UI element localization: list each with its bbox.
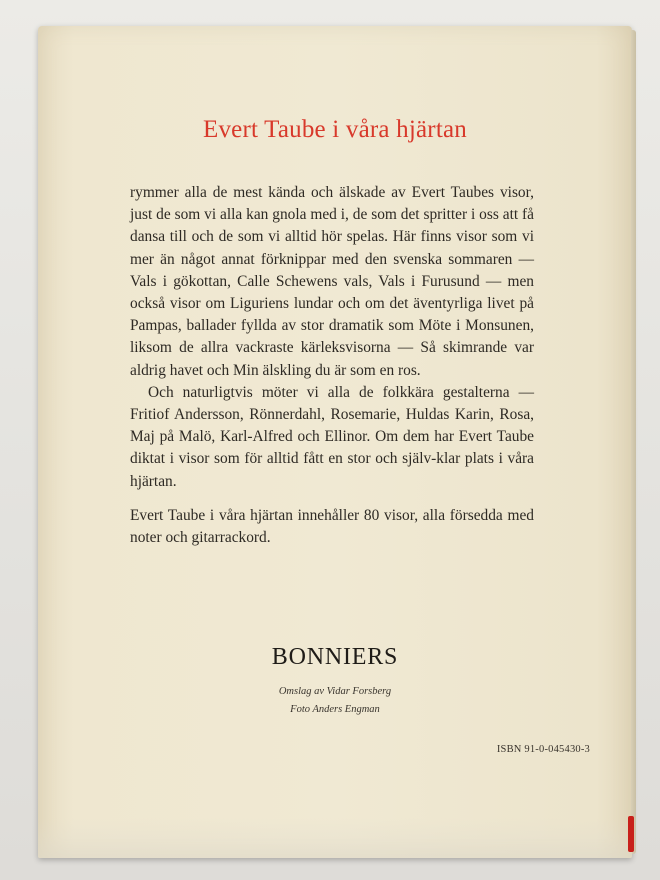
publisher-name: BONNIERS xyxy=(271,644,399,670)
page-edge xyxy=(631,30,636,854)
cover-credit: Omslag av Vidar Forsberg xyxy=(278,686,392,697)
isbn-number: ISBN 91-0-045430-3 xyxy=(496,744,590,755)
book-back-cover xyxy=(38,26,632,858)
blurb-paragraph-1: rymmer alla de mest kända och älskade av Evert Taubes visor, just de som vi alla kan gnola med i, de som det spritter i oss att få dansa till och de som vi alltid hör spelas. Här finns visor som vi mer än något annat förknippar med den svenska sommaren — Vals i gökottan, Calle Schewens vals, Vals i Furusund — men också visor om Liguriens lundar och om det äventyrliga livet på Pampas, ballader fyllda av stor dramatik som Möte i Monsunen, liksom de allra vackraste kärleksvisorna — Så skimrande var aldrig havet och Min älskling du är som en ros. xyxy=(130,184,534,379)
blurb-paragraph-3: Evert Taube i våra hjärtan innehåller 80 visor, alla försedda med noter och gitarrackord. xyxy=(130,506,534,547)
book-title: Evert Taube i våra hjärtan xyxy=(203,116,467,143)
cover-wear xyxy=(38,818,632,858)
ribbon-marker xyxy=(628,816,634,852)
blurb-paragraph-2: Och naturligtvis möter vi alla de folkkära gestalterna — Fritiof Andersson, Rönnerdahl, Rosemarie, Huldas Karin, Rosa, Maj på Malö, Karl-Alfred och Ellinor. Om dem har Evert Taube diktat i visor som för alltid fått en stor och själv-klar plats i våra hjärtan. xyxy=(130,383,534,490)
photo-credit: Foto Anders Engman xyxy=(290,704,380,715)
blurb-text xyxy=(130,182,534,549)
